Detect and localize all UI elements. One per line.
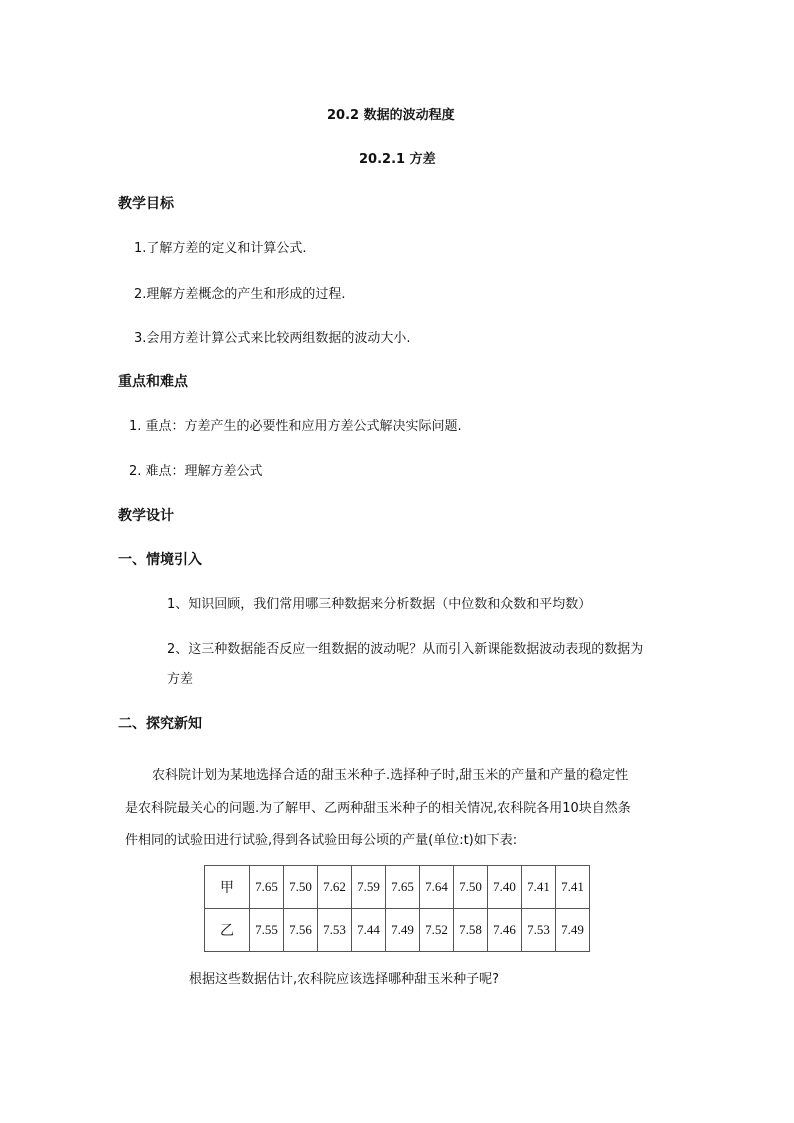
objective-item: 1.了解方差的定义和计算公式. [134,241,307,256]
table-cell: 7.62 [318,866,352,909]
part2-heading: 二、探究新知 [118,716,202,732]
part2-question: 根据这些数据估计,农科院应该选择哪种甜玉米种子呢? [189,972,500,987]
table-cell: 7.49 [556,909,590,952]
yield-table [204,865,590,952]
table-cell: 7.55 [250,909,284,952]
section-title: 20.2 数据的波动程度 [327,108,455,123]
table-row [205,909,590,952]
table-cell: 7.50 [284,866,318,909]
table-cell: 7.58 [454,909,488,952]
table-cell: 7.41 [556,866,590,909]
table-cell: 7.41 [522,866,556,909]
keypoints-heading: 重点和难点 [118,374,188,390]
part1-heading: 一、情境引入 [118,552,202,568]
part1-item1: 1、知识回顾，我们常用哪三种数据来分析数据（中位数和众数和平均数） [167,597,592,612]
part1-item2-line2: 方差 [167,672,194,687]
table-cell: 7.59 [352,866,386,909]
part1-item2-line1: 2、这三种数据能否反应一组数据的波动呢？从而引入新课能数据波动表现的数据为 [167,642,644,657]
table-cell: 7.44 [352,909,386,952]
part2-para-line3: 件相同的试验田进行试验,得到各试验田每公顷的产量(单位:t)如下表: [125,833,518,848]
table-cell: 7.65 [250,866,284,909]
objective-item: 3.会用方差计算公式来比较两组数据的波动大小. [134,331,411,346]
objectives-heading: 教学目标 [118,196,174,212]
table-cell: 7.50 [454,866,488,909]
table-cell: 7.46 [488,909,522,952]
design-heading: 教学设计 [118,508,174,524]
table-cell: 7.64 [420,866,454,909]
row-label: 乙 [205,909,250,952]
table-row [205,866,590,909]
part2-para-line2: 是农科院最关心的问题.为了解甲、乙两种甜玉米种子的相关情况,农科院各用10块自然条 [125,801,631,816]
keypoint-item: 1. 重点：方差产生的必要性和应用方差公式解决实际问题. [129,419,462,434]
table-cell: 7.53 [522,909,556,952]
row-label: 甲 [205,866,250,909]
table-cell: 7.52 [420,909,454,952]
table-cell: 7.40 [488,866,522,909]
table-cell: 7.49 [386,909,420,952]
subsection-title: 20.2.1 方差 [359,152,436,167]
table-cell: 7.65 [386,866,420,909]
objective-item: 2.理解方差概念的产生和形成的过程. [134,287,346,302]
table-cell: 7.56 [284,909,318,952]
table-cell: 7.53 [318,909,352,952]
part2-para-line1: 农科院计划为某地选择合适的甜玉米种子.选择种子时,甜玉米的产量和产量的稳定性 [152,768,629,783]
keypoint-item: 2. 难点：理解方差公式 [129,464,263,479]
